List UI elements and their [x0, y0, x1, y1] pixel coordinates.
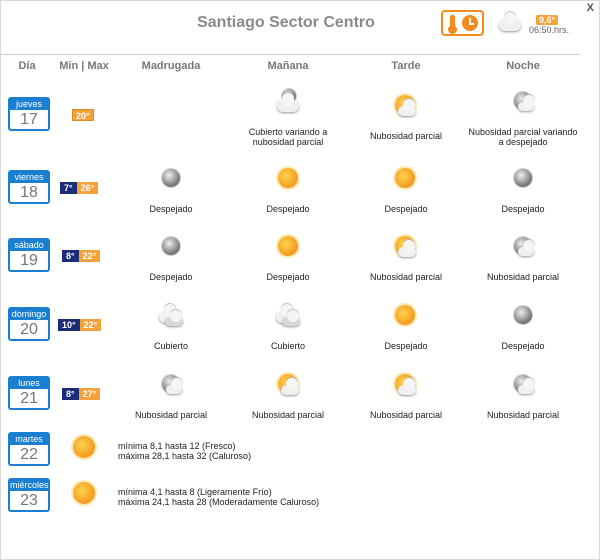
moon-cloud-icon: [157, 370, 185, 398]
forecast-tarde: Despejado: [384, 204, 428, 214]
sun-icon: [274, 164, 302, 192]
cloud-icon: [157, 301, 185, 329]
cloud-icon: [274, 301, 302, 329]
day-badge: domingo 20: [8, 307, 50, 341]
moon-icon: [157, 164, 185, 192]
min-temp: 10°: [58, 319, 80, 331]
sun-icon: [391, 301, 419, 329]
min-temp: 8°: [62, 250, 79, 262]
day-badge: viernes 18: [8, 170, 50, 204]
min-max-temps: [62, 250, 100, 262]
day-badge: miércoles 23: [8, 478, 50, 512]
min-max-temps: [60, 182, 98, 194]
forecast-tarde: Nubosidad parcial: [369, 272, 443, 282]
cloud-moon-icon: [274, 86, 302, 114]
page-title: Santiago Sector Centro: [197, 14, 375, 31]
sun-cloud-icon: [391, 232, 419, 260]
temperature-clock-button[interactable]: [441, 10, 484, 36]
column-header-noche: Noche: [506, 60, 540, 72]
day-badge: sábado 19: [8, 238, 50, 272]
column-header-madrugada: Madrugada: [141, 60, 201, 72]
close-button[interactable]: X: [586, 2, 594, 14]
sun-icon: [391, 164, 419, 192]
max-temp: 22°: [80, 319, 102, 331]
forecast-manana: Despejado: [266, 272, 310, 282]
forecast-madrugada: Despejado: [149, 272, 193, 282]
sun-icon: [68, 431, 100, 463]
forecast-madrugada: Nubosidad parcial: [134, 410, 208, 420]
moon-icon: [509, 164, 537, 192]
forecast-manana: Cubierto variando a nubosidad parcial: [248, 127, 328, 147]
day-badge: martes 22: [8, 432, 50, 466]
min-max-temps: [62, 388, 100, 400]
min-max-temps: [72, 109, 94, 121]
current-temperature: 9,6°: [536, 15, 558, 25]
forecast-noche: Despejado: [501, 341, 545, 351]
sun-cloud-icon: [391, 91, 419, 119]
sun-cloud-icon: [274, 370, 302, 398]
column-header-dia: Día: [18, 60, 36, 72]
forecast-manana: Despejado: [266, 204, 310, 214]
day-badge: jueves 17: [8, 97, 50, 131]
forecast-noche: Nubosidad parcial: [486, 272, 560, 282]
forecast-tarde: Nubosidad parcial: [369, 410, 443, 420]
forecast-tarde: Nubosidad parcial: [369, 131, 443, 141]
max-temp: 27°: [79, 388, 101, 400]
current-time: 06:50.hrs.: [529, 25, 570, 35]
column-header-tarde: Tarde: [391, 60, 421, 72]
max-temp: 26°: [77, 182, 99, 194]
temperature-range-max: máxima 28,1 hasta 32 (Caluroso): [118, 451, 252, 461]
moon-icon: [509, 301, 537, 329]
moon-cloud-icon: [509, 370, 537, 398]
min-temp: 8°: [62, 388, 79, 400]
max-temp: 20°: [72, 109, 94, 121]
forecast-madrugada: Despejado: [149, 204, 193, 214]
min-temp: 7°: [60, 182, 77, 194]
temperature-range-min: mínima 8,1 hasta 12 (Fresco): [118, 441, 236, 451]
forecast-manana: Nubosidad parcial: [251, 410, 325, 420]
forecast-tarde: Despejado: [384, 341, 428, 351]
moon-icon: [157, 232, 185, 260]
forecast-manana: Cubierto: [270, 341, 306, 351]
sun-icon: [68, 477, 100, 509]
temperature-range-min: mínima 4,1 hasta 8 (Ligeramente Frío): [118, 487, 272, 497]
sun-cloud-icon: [391, 370, 419, 398]
moon-cloud-icon: [509, 232, 537, 260]
forecast-noche: Nubosidad parcial variando a despejado: [468, 127, 578, 147]
column-header-manana: Mañana: [267, 60, 309, 72]
current-weather-cloud-icon: [497, 10, 523, 34]
forecast-madrugada: Cubierto: [153, 341, 189, 351]
day-badge: lunes 21: [8, 376, 50, 410]
column-header-min-max: Min | Max: [59, 60, 109, 72]
temperature-range-max: máxima 24,1 hasta 28 (Moderadamente Caluroso): [118, 497, 320, 507]
divider: [0, 54, 580, 55]
moon-cloud-icon: [509, 87, 537, 115]
forecast-noche: Despejado: [501, 204, 545, 214]
max-temp: 22°: [79, 250, 101, 262]
forecast-noche: Nubosidad parcial: [486, 410, 560, 420]
clock-icon: [462, 15, 478, 31]
sun-icon: [274, 232, 302, 260]
min-max-temps: [58, 319, 101, 331]
